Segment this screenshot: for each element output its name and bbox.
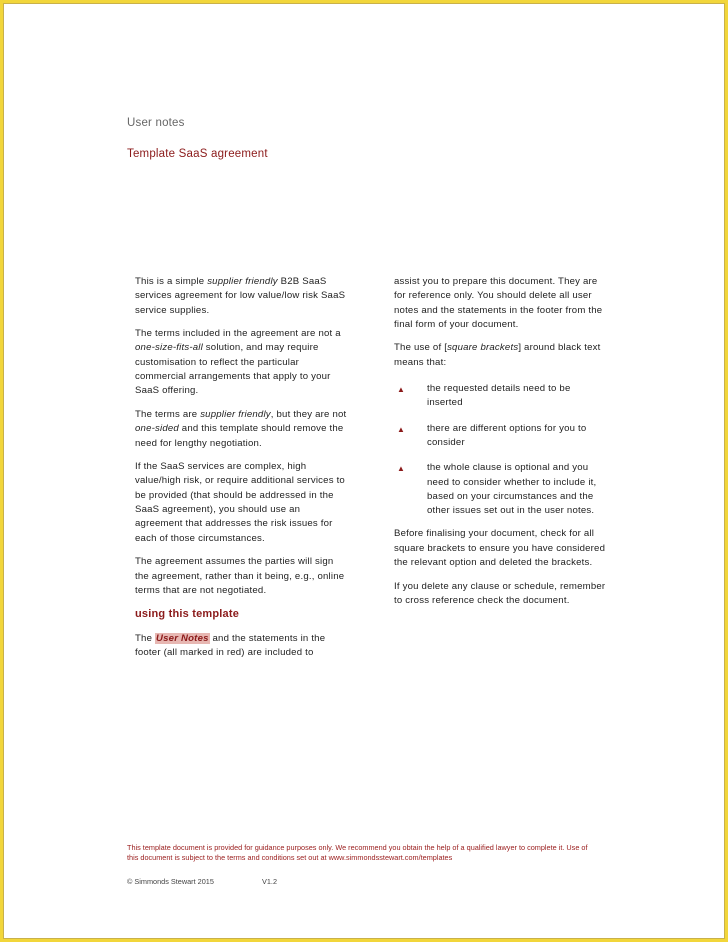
emphasis-text: one-size-fits-all [135, 342, 203, 354]
text: B2B SaaS services agreement for low value/low risk SaaS service supplies. [135, 276, 346, 316]
paragraph [135, 632, 350, 661]
left-column [135, 275, 350, 670]
text: The [135, 632, 155, 644]
list-item [394, 382, 609, 411]
text: The terms are [135, 408, 201, 420]
paragraph: If you delete any clause or schedule, remember to cross reference check the document. [394, 580, 606, 606]
triangle-bullet-icon: ▲ [397, 424, 406, 434]
text: , but they are not [270, 408, 347, 420]
document-page [3, 3, 725, 939]
emphasis-text: square brackets [447, 342, 519, 354]
list-item-text: there are different options for you to consider [427, 422, 587, 448]
paragraph [135, 275, 350, 318]
list-item [394, 461, 609, 518]
emphasis-text: supplier friendly [207, 276, 278, 287]
text: solution, and may require customisation to reflect the particular commercial arrangements that apply to your SaaS offering. [135, 342, 331, 397]
text: The use of [ [394, 342, 448, 354]
paragraph [394, 341, 609, 370]
right-column [394, 275, 609, 618]
paragraph: If the SaaS services are complex, high value/high risk, or require additional services to be provided (that should be addressed in the SaaS agreement), you should use an agreement that addresses the risk issues for each of those circumstances. [135, 461, 345, 544]
footer-disclaimer: This template document is provided for guidance purposes only. We recommend you obtain the help of a qualified lawyer to complete it. Use of this document is subject to the terms and conditions set out at www.simmondsstewart.com/templates [127, 843, 588, 862]
user-notes-heading: User notes [127, 117, 185, 129]
text: and this template should remove the need for lengthy negotiation. [135, 423, 344, 449]
text: ] around black text means that: [394, 342, 601, 368]
paragraph: The agreement assumes the parties will sign the agreement, rather than it being, e.g., online terms that are not negotiated. [135, 556, 345, 596]
list-item-text: the whole clause is optional and you need to consider whether to include it, based on your circumstances and the other issues set out in the user notes. [427, 462, 597, 517]
document-title: Template SaaS agreement [127, 148, 268, 160]
paragraph [135, 408, 350, 451]
text: The terms included in the agreement are not a [135, 328, 341, 340]
triangle-bullet-icon: ▲ [397, 464, 406, 474]
paragraph: assist you to prepare this document. They are for reference only. You should delete all user notes and the statements in the footer from the final form of your document. [394, 276, 603, 330]
text: and the statements in the footer (all marked in red) are included to [135, 632, 326, 659]
list-item-text: the requested details need to be inserted [427, 383, 571, 409]
list-item [394, 422, 609, 451]
paragraph: Before finalising your document, check for all square brackets to ensure you have considered the relevant option and deleted the brackets. [394, 528, 606, 569]
section-subheading: using this template [135, 608, 240, 621]
text: This is a simple [135, 276, 208, 287]
paragraph [135, 327, 350, 398]
user-notes-highlight: User Notes [156, 632, 209, 644]
footer-version: V1.2 [262, 877, 278, 886]
emphasis-text: supplier friendly [200, 408, 271, 420]
triangle-bullet-icon: ▲ [397, 385, 406, 395]
emphasis-text: one-sided [135, 423, 179, 435]
footer-copyright: © Simmonds Stewart 2015 [127, 877, 214, 886]
